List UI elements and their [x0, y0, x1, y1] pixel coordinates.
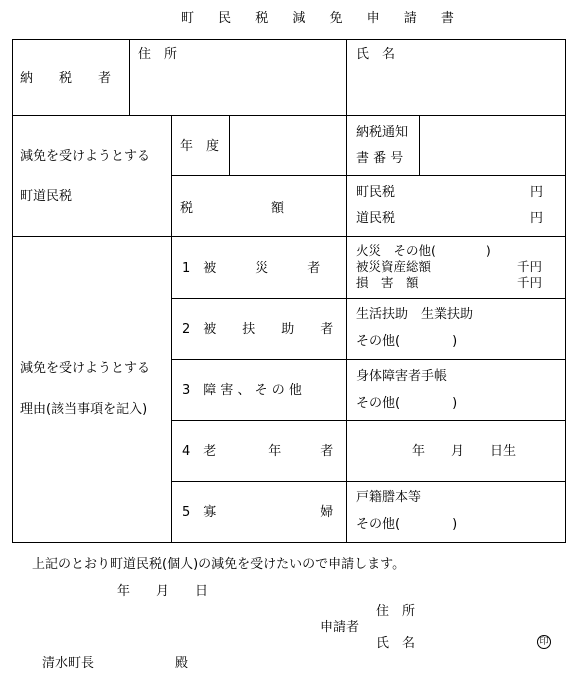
disaster-asset-total-label: 被災資産総額: [356, 259, 432, 274]
notice-number-label-line1: 納税通知: [356, 125, 409, 140]
divider: [171, 298, 566, 299]
disaster-type: 火災 その他( ): [356, 243, 491, 258]
damage-amount-label: 損 害 額: [356, 275, 419, 290]
address-field[interactable]: [131, 66, 344, 112]
divider: [419, 115, 420, 175]
pref-tax-label: 道民税: [356, 211, 396, 226]
reason-item-disaster-victim: 1 被 災 者: [182, 261, 321, 276]
divider: [171, 359, 566, 360]
support-other: その他( ): [356, 334, 458, 349]
recipient-honorific: 殿: [175, 656, 189, 671]
damage-amount-unit: 千円: [517, 275, 543, 290]
fiscal-year-label: 年 度: [180, 139, 220, 154]
divider: [171, 115, 172, 543]
divider: [171, 175, 566, 176]
pref-tax-unit: 円: [530, 211, 544, 226]
applicant-address-label: 住 所: [376, 604, 416, 619]
reason-label-line2: 理由(該当事項を記入): [20, 402, 148, 417]
divider: [171, 420, 566, 421]
name-field[interactable]: [348, 66, 563, 112]
seal-char: 印: [539, 637, 549, 647]
notice-number-label-line2: 書 番 号: [356, 151, 404, 166]
elderly-birthdate: 年 月 日生: [412, 444, 517, 459]
reason-item-welfare-recipient: 2 被 扶 助 者: [182, 322, 334, 337]
table-border-bottom: [12, 542, 566, 543]
disability-certificate: 身体障害者手帳: [356, 369, 448, 384]
reason-item-disability: 3 障 害 、 そ の 他: [182, 383, 302, 398]
reason-item-widow: 5 寡 婦: [182, 505, 334, 520]
divider: [12, 236, 566, 237]
reason-label-line1: 減免を受けようとする: [20, 361, 151, 376]
application-date: 年 月 日: [117, 584, 209, 599]
application-statement: 上記のとおり町道民税(個人)の減免を受けたいので申請します。: [32, 557, 406, 572]
disability-other: その他( ): [356, 396, 458, 411]
address-label: 住 所: [138, 47, 178, 62]
town-tax-unit: 円: [530, 185, 544, 200]
tax-amount-label: 税 額: [180, 201, 285, 216]
applicant-name-label: 氏 名: [376, 636, 416, 651]
seal-mark: [537, 635, 551, 649]
divider: [129, 39, 130, 115]
reason-item-elderly: 4 老 年 者: [182, 444, 334, 459]
table-border-top: [12, 39, 566, 40]
name-label: 氏 名: [356, 47, 396, 62]
form-title: 町 民 税 減 免 申 請 書: [181, 11, 464, 26]
widow-family-register: 戸籍謄本等: [356, 490, 422, 505]
subject-label-line1: 減免を受けようとする: [20, 149, 151, 164]
divider: [229, 115, 230, 175]
support-type: 生活扶助 生業扶助: [356, 307, 474, 322]
notice-number-field[interactable]: [421, 117, 563, 173]
subject-label-line2: 町道民税: [20, 189, 73, 204]
town-tax-label: 町民税: [356, 185, 396, 200]
disaster-asset-total-unit: 千円: [517, 259, 543, 274]
widow-other: その他( ): [356, 517, 458, 532]
divider: [171, 481, 566, 482]
recipient-title: 清水町長: [42, 656, 95, 671]
taxpayer-label: 納 税 者: [20, 71, 112, 86]
divider: [12, 115, 566, 116]
applicant-label: 申請者: [320, 620, 360, 635]
